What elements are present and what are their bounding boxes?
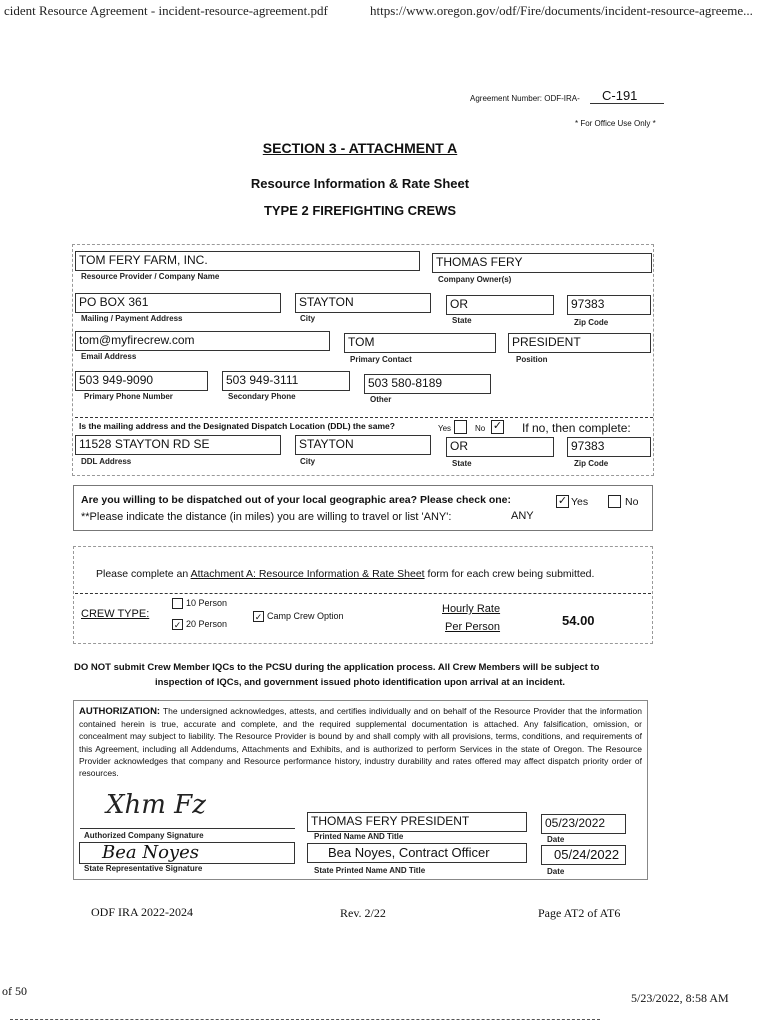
ddl-zip-field[interactable]: 97383 xyxy=(567,437,651,457)
document-title: cident Resource Agreement - incident-resource-agreement.pdf xyxy=(4,3,328,18)
company-name-field[interactable]: TOM FERY FARM, INC. xyxy=(75,251,420,271)
print-timestamp: 5/23/2022, 8:58 AM xyxy=(631,991,729,1005)
date-2-field[interactable]: 05/24/2022 xyxy=(541,845,626,865)
per-person-label: Per Person xyxy=(445,621,501,633)
ddl-city-field[interactable]: STAYTON xyxy=(295,435,431,455)
footer-page: Page AT2 of AT6 xyxy=(538,906,621,920)
primary-contact-label: Primary Contact xyxy=(350,355,412,364)
subtitle: Resource Information & Rate Sheet xyxy=(250,176,470,191)
state-signature-field[interactable]: Bea Noyes xyxy=(79,842,295,864)
dispatch-section xyxy=(73,485,653,531)
primary-phone-field[interactable]: 503 949-9090 xyxy=(75,371,208,391)
ddl-zip-label: Zip Code xyxy=(574,459,609,468)
crew-divider xyxy=(75,593,651,594)
document-url: https://www.oregon.gov/odf/Fire/documents/incident-resource-agreeme... xyxy=(370,3,753,18)
other-phone-label: Other xyxy=(370,395,392,404)
company-owner-label: Company Owner(s) xyxy=(438,275,512,284)
authorization-text xyxy=(79,705,642,779)
ddl-city-label: City xyxy=(300,457,316,466)
crew-10-checkbox[interactable] xyxy=(172,598,183,609)
attachment-a-link[interactable]: Attachment A: Resource Information & Rate Sheet xyxy=(190,568,425,580)
state-printed-field[interactable]: Bea Noyes, Contract Officer xyxy=(307,843,527,863)
date-1-label: Date xyxy=(547,835,565,844)
state-signature-label: State Representative Signature xyxy=(84,864,203,873)
bottom-rule xyxy=(10,1019,600,1020)
crew-instruction-post: form for each crew being submitted. xyxy=(424,568,595,580)
mailing-address-field[interactable]: PO BOX 361 xyxy=(75,293,281,313)
agreement-number: C-191 xyxy=(590,88,664,104)
printed-name-field[interactable]: THOMAS FERY PRESIDENT xyxy=(307,812,527,832)
ddl-question: Is the mailing address and the Designated Dispatch Location (DDL) the same? xyxy=(79,421,395,431)
mailing-address-label: Mailing / Payment Address xyxy=(81,314,183,323)
office-use-note: * For Office Use Only * xyxy=(575,119,656,128)
camp-crew-checkbox[interactable]: ✓ xyxy=(254,612,263,622)
crew-20-checkbox[interactable]: ✓ xyxy=(173,620,182,630)
crew-10-label: 10 Person xyxy=(186,598,228,608)
authorization-heading: AUTHORIZATION: xyxy=(79,706,161,717)
authorization-body: The undersigned acknowledges, attests, and certifies individually and on behalf of the Resource Provider that the information contained herein is true, accurate and complete, and the required supplemental documentation is attached. Any falsification, omission, or concealment may subject to liability. The Resource Provider is bound by and shall comply with all provisions, terms, conditions, and requirements of this Agreement, including all Addendums, Attachments and Exhibits, and is authorized to perform Services in the state of Oregon. The Resource Provider acknowledges that company and Resource performance history, industry durability and rates offered may affect dispatch priority order of resources. xyxy=(79,706,642,779)
footer-revision: Rev. 2/22 xyxy=(340,906,386,920)
other-phone-field[interactable]: 503 580-8189 xyxy=(364,374,491,394)
state-printed-label: State Printed Name AND Title xyxy=(314,866,426,875)
company-owner-field[interactable]: THOMAS FERY xyxy=(432,253,652,273)
primary-contact-field[interactable]: TOM xyxy=(344,333,496,353)
secondary-phone-field[interactable]: 503 949-3111 xyxy=(222,371,350,391)
secondary-phone-label: Secondary Phone xyxy=(228,392,296,401)
state-field[interactable]: OR xyxy=(446,295,554,315)
ddl-yes-checkbox[interactable] xyxy=(454,420,467,434)
email-label: Email Address xyxy=(81,352,137,361)
primary-phone-label: Primary Phone Number xyxy=(84,392,173,401)
crew-20-label: 20 Person xyxy=(186,619,228,629)
crew-instruction-pre: Please complete an xyxy=(96,568,191,580)
dispatch-no-label: No xyxy=(625,496,639,508)
ddl-if-no-note: If no, then complete: xyxy=(522,421,631,435)
hourly-rate-label: Hourly Rate xyxy=(442,603,501,615)
ddl-no-label: No xyxy=(475,424,486,433)
distance-value: ANY xyxy=(511,510,534,522)
ddl-state-field[interactable]: OR xyxy=(446,437,554,457)
dispatch-question: Are you willing to be dispatched out of your local geographic area? Please check one: xyxy=(81,494,512,506)
dispatch-no-checkbox[interactable] xyxy=(608,495,621,508)
ddl-state-label: State xyxy=(452,459,472,468)
crew-section xyxy=(73,546,653,644)
position-label: Position xyxy=(516,355,548,364)
print-page-count: of 50 xyxy=(2,984,27,998)
dispatch-yes-label: Yes xyxy=(571,496,589,508)
ddl-yes-label: Yes xyxy=(438,424,452,433)
crew-instruction xyxy=(96,568,594,580)
company-signature-mark: Xhm Fz xyxy=(106,790,206,820)
agreement-number-label: Agreement Number: ODF-IRA- xyxy=(470,94,580,103)
company-signature-label: Authorized Company Signature xyxy=(84,831,204,840)
ddl-divider xyxy=(75,417,653,418)
zip-label: Zip Code xyxy=(574,318,609,327)
position-field[interactable]: PRESIDENT xyxy=(508,333,651,353)
camp-crew-label: Camp Crew Option xyxy=(267,611,344,621)
ddl-address-field[interactable]: 11528 STAYTON RD SE xyxy=(75,435,281,455)
ddl-no-checkbox[interactable]: ✓ xyxy=(492,420,503,432)
zip-field[interactable]: 97383 xyxy=(567,295,651,315)
email-field[interactable]: tom@myfirecrew.com xyxy=(75,331,330,351)
footer-form-id: ODF IRA 2022-2024 xyxy=(91,905,194,919)
printed-name-label: Printed Name AND Title xyxy=(314,832,404,841)
company-signature-line xyxy=(80,828,295,829)
distance-question: **Please indicate the distance (in miles) you are willing to travel or list 'ANY': xyxy=(81,511,452,523)
section-title: SECTION 3 - ATTACHMENT A xyxy=(262,140,458,156)
notice-line-2: inspection of IQCs, and government issued photo identification upon arrival at an incident. xyxy=(154,677,566,688)
date-2-label: Date xyxy=(547,867,565,876)
ddl-address-label: DDL Address xyxy=(81,457,132,466)
type-title: TYPE 2 FIREFIGHTING CREWS xyxy=(263,203,457,218)
date-1-field[interactable]: 05/23/2022 xyxy=(541,814,626,834)
state-label: State xyxy=(452,316,472,325)
dispatch-yes-checkbox[interactable]: ✓ xyxy=(557,495,568,507)
city-label: City xyxy=(300,314,316,323)
city-field[interactable]: STAYTON xyxy=(295,293,431,313)
hourly-rate-value: 54.00 xyxy=(562,613,595,628)
company-name-label: Resource Provider / Company Name xyxy=(81,272,220,281)
crew-type-label: CREW TYPE: xyxy=(81,608,150,620)
notice-line-1: DO NOT submit Crew Member IQCs to the PCSU during the application process. All Crew Members will be subject to xyxy=(74,662,600,673)
